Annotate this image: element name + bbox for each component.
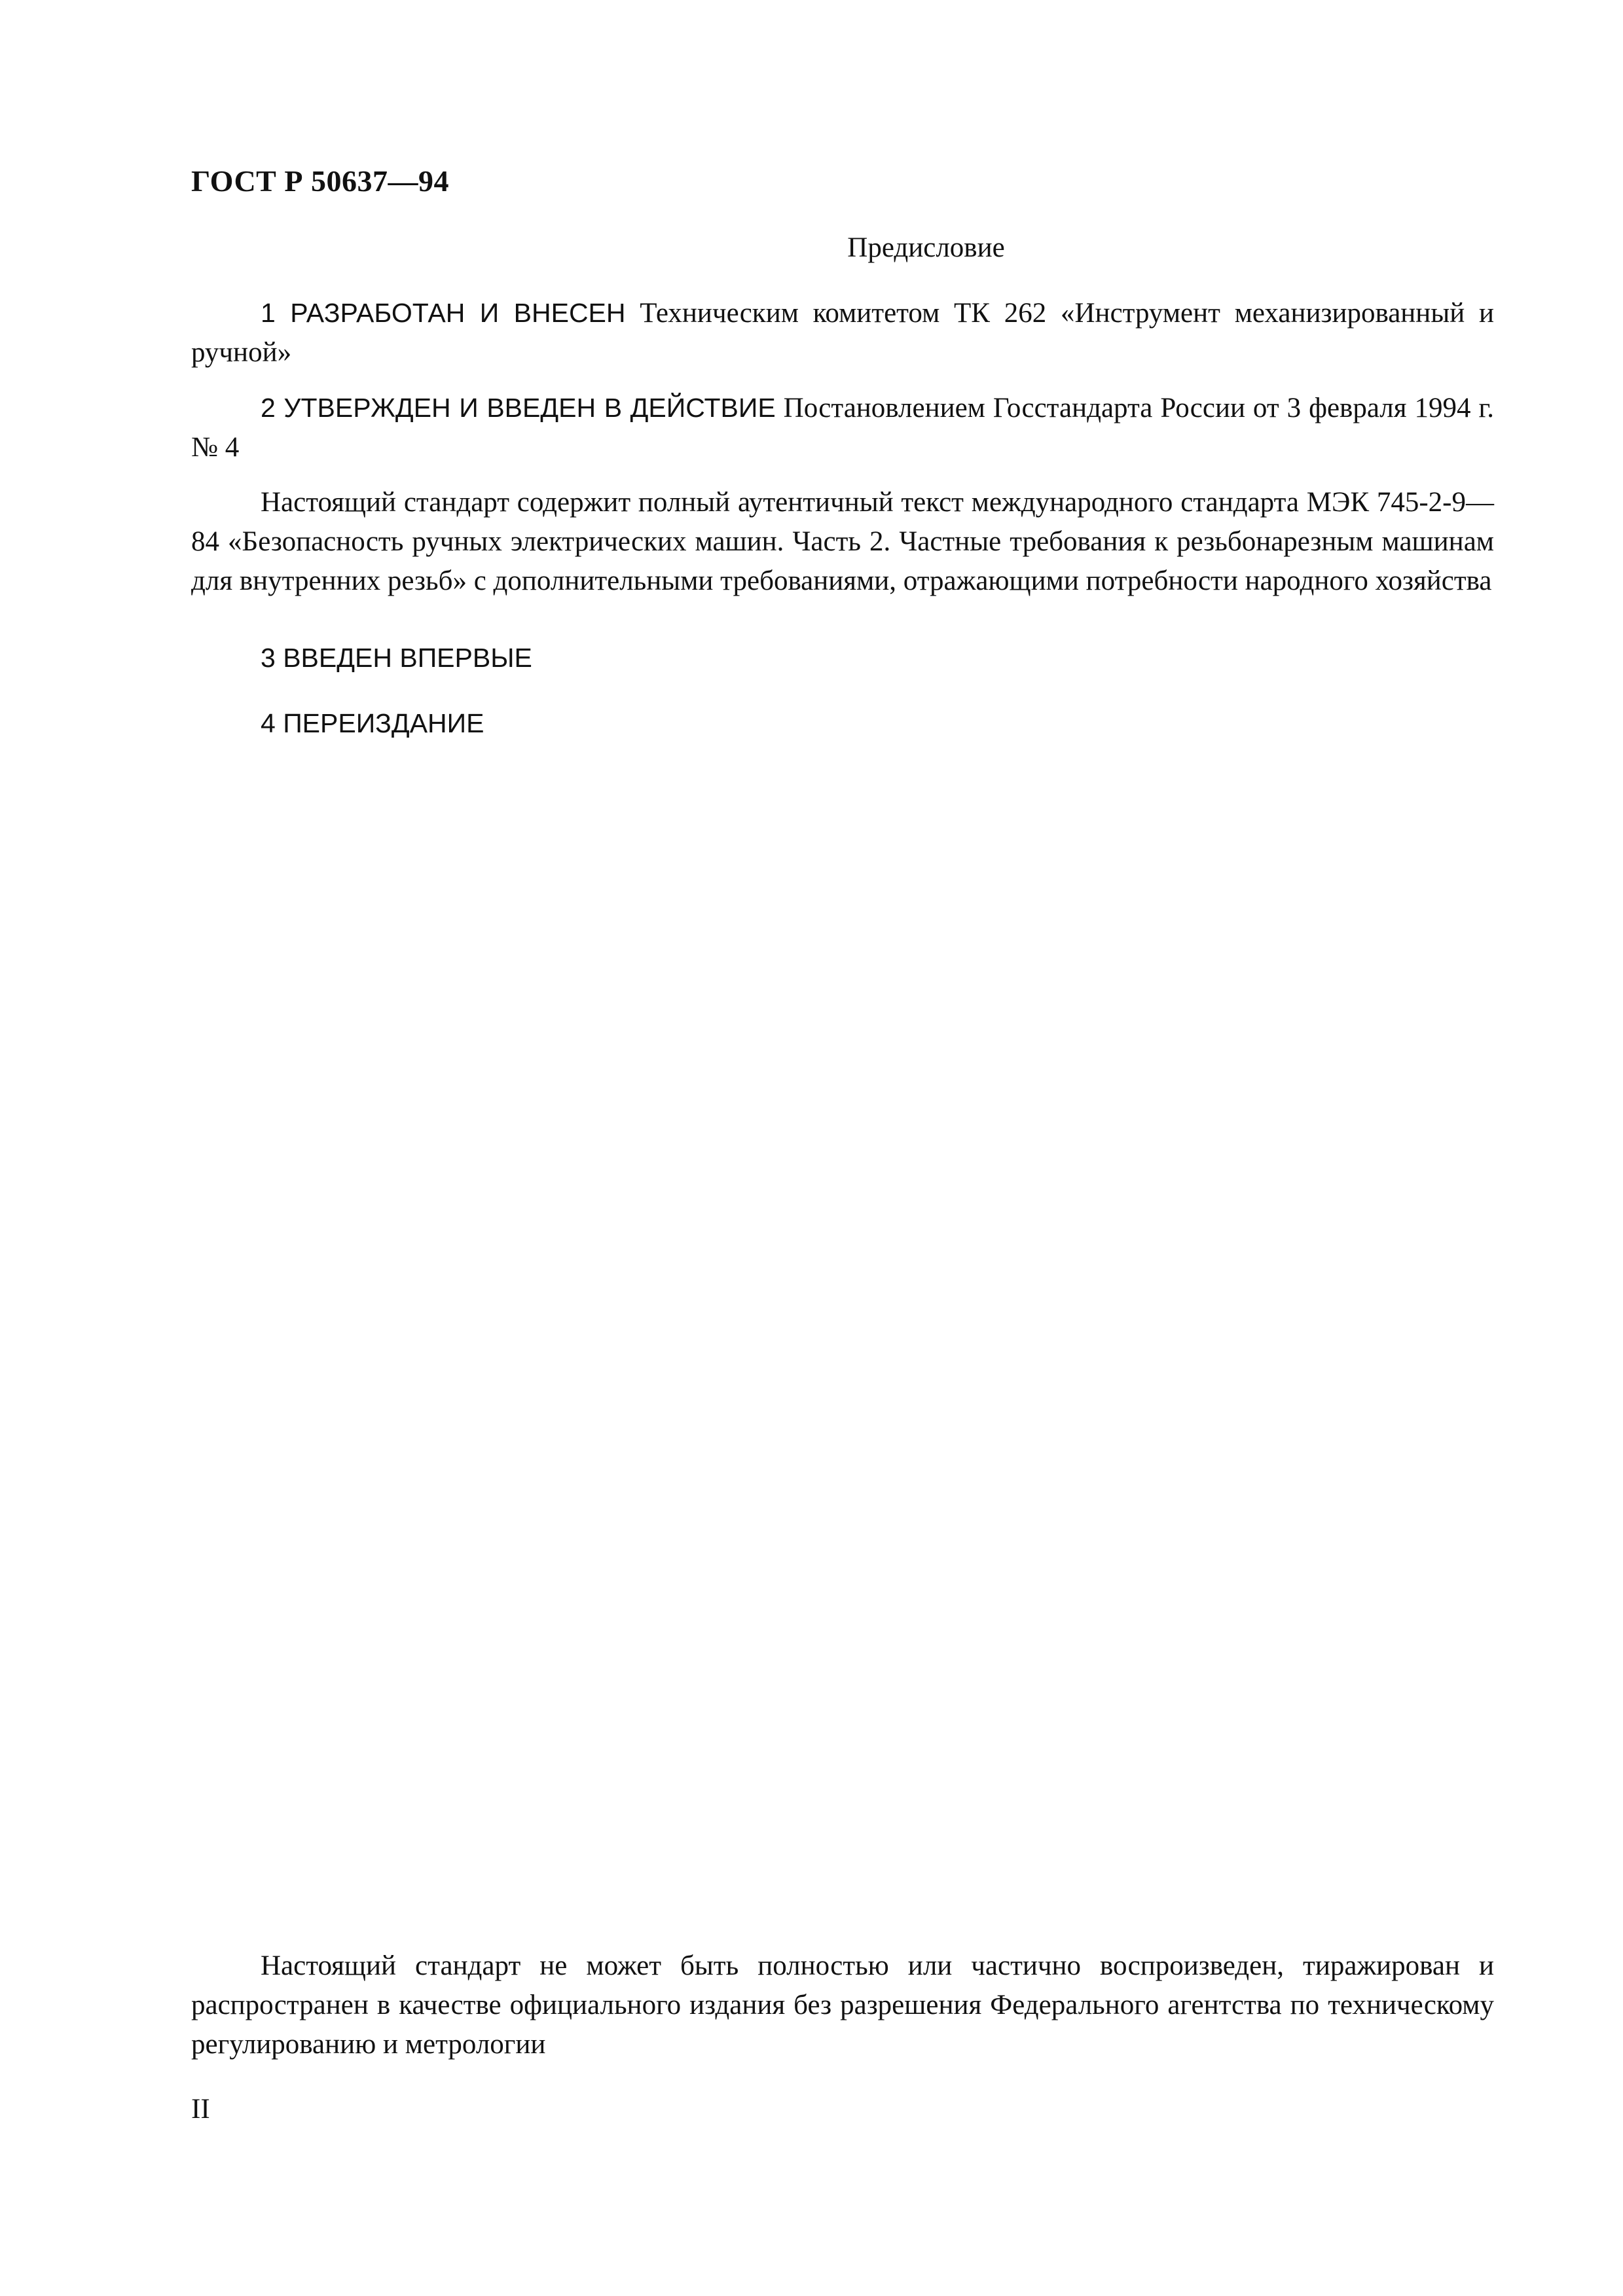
copyright-notice: Настоящий стандарт не может быть полностью или частично воспроизведен, тиражирован и распространен в качестве официального издания без разрешения Федерального агентства по техническому регулированию и метрологии — [191, 1950, 1494, 2060]
item-lead: 2 УТВЕРЖДЕН И ВВЕДЕН В ДЕЙСТВИЕ — [261, 393, 776, 423]
foreword-item-3 — [191, 638, 1494, 678]
item-lead: 3 ВВЕДЕН ВПЕРВЫЕ — [261, 643, 532, 673]
document-code: ГОСТ Р 50637—94 — [191, 164, 449, 198]
foreword-item-note — [191, 483, 1494, 601]
foreword-item-4 — [191, 704, 1494, 744]
page-number: II — [191, 2094, 210, 2125]
foreword-item-1 — [191, 293, 1494, 372]
item-text: Настоящий стандарт содержит полный аутентичный текст международного стандарта МЭК 745-2-9—84 «Безопасность ручных электрических машин. Часть 2. Частные требования к резьбонарезным машинам для внутренних резьб» с дополнительными требованиями, отражающими потребности народного хозяйства — [191, 487, 1494, 596]
item-text: Техническим комитетом ТК 262 «Инструмент механизированный и ручной» — [191, 298, 1494, 368]
item-lead: 1 РАЗРАБОТАН И ВНЕСЕН — [261, 298, 626, 328]
foreword-item-2 — [191, 388, 1494, 467]
section-heading: Предисловие — [847, 232, 1005, 263]
item-text: Постановлением Госстандарта России от 3 февраля 1994 г. № 4 — [191, 393, 1495, 463]
item-lead: 4 ПЕРЕИЗДАНИЕ — [261, 708, 484, 738]
